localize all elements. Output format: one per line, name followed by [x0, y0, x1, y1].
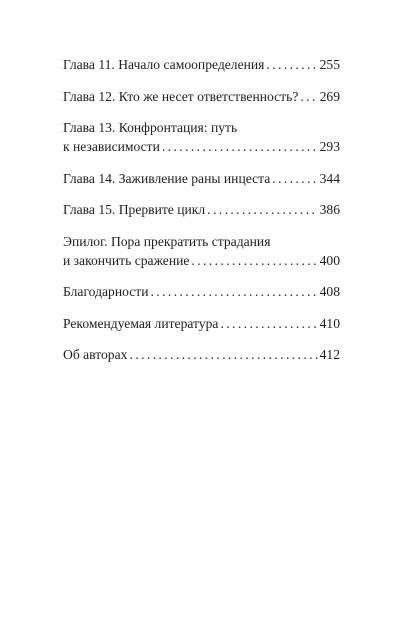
toc-entry-title: Рекомендуемая литература — [63, 315, 219, 331]
toc-page-number: 269 — [319, 88, 340, 104]
toc-line — [63, 55, 340, 74]
dot-leader — [220, 314, 317, 333]
dot-leader — [191, 251, 317, 270]
toc-entry-acknowledgements[interactable] — [63, 282, 340, 301]
toc-entry-title-line-2: к независимости — [63, 139, 160, 154]
toc-line — [63, 200, 340, 219]
toc-entry-title: Благодарности — [63, 284, 149, 299]
toc-page-number: 386 — [319, 202, 340, 217]
toc-entry-chapter-15[interactable] — [63, 200, 340, 219]
toc-entry-recommended-reading[interactable] — [63, 314, 340, 333]
toc-entry-epilogue[interactable] — [63, 232, 340, 270]
toc-line — [63, 345, 340, 364]
toc-entry-title: Об авторах — [63, 347, 128, 362]
dot-leader — [300, 87, 317, 106]
toc-line — [63, 251, 340, 270]
dot-leader — [162, 137, 318, 156]
toc-entry-title-line-1: Эпилог. Пора прекратить страдания — [63, 233, 271, 249]
toc-page-number: 293 — [319, 139, 340, 154]
toc-page-number: 400 — [319, 252, 340, 268]
toc-entry-title-line-2: и закончить сражение — [63, 252, 190, 268]
toc-entry-title: Глава 15. Прервите цикл — [63, 202, 206, 217]
toc-entry-about-authors[interactable] — [63, 345, 340, 364]
toc-page-number: 408 — [319, 284, 340, 299]
table-of-contents — [63, 55, 340, 377]
toc-line — [63, 169, 340, 188]
dot-leader — [151, 282, 318, 301]
toc-line — [63, 137, 340, 156]
dot-leader — [266, 55, 317, 74]
toc-entry-chapter-13[interactable] — [63, 118, 340, 156]
toc-entry-title: Глава 12. Кто же несет ответственность? — [63, 88, 299, 104]
dot-leader — [207, 200, 317, 219]
toc-entry-chapter-12[interactable] — [63, 87, 340, 106]
toc-entry-title-line-1: Глава 13. Конфронтация: путь — [63, 120, 238, 135]
toc-page-number: 412 — [319, 347, 340, 362]
dot-leader — [272, 169, 317, 188]
toc-entry-chapter-14[interactable] — [63, 169, 340, 188]
toc-line — [63, 314, 340, 333]
toc-page-number: 410 — [319, 315, 340, 331]
toc-page-number: 344 — [319, 170, 340, 186]
dot-leader — [129, 345, 317, 364]
toc-entry-title: Глава 11. Начало самоопределения — [63, 57, 265, 72]
toc-entry-title: Глава 14. Заживление раны инцеста — [63, 170, 271, 186]
toc-page-number: 255 — [319, 57, 340, 72]
toc-line — [63, 87, 340, 106]
toc-line — [63, 282, 340, 301]
toc-entry-chapter-11[interactable] — [63, 55, 340, 74]
